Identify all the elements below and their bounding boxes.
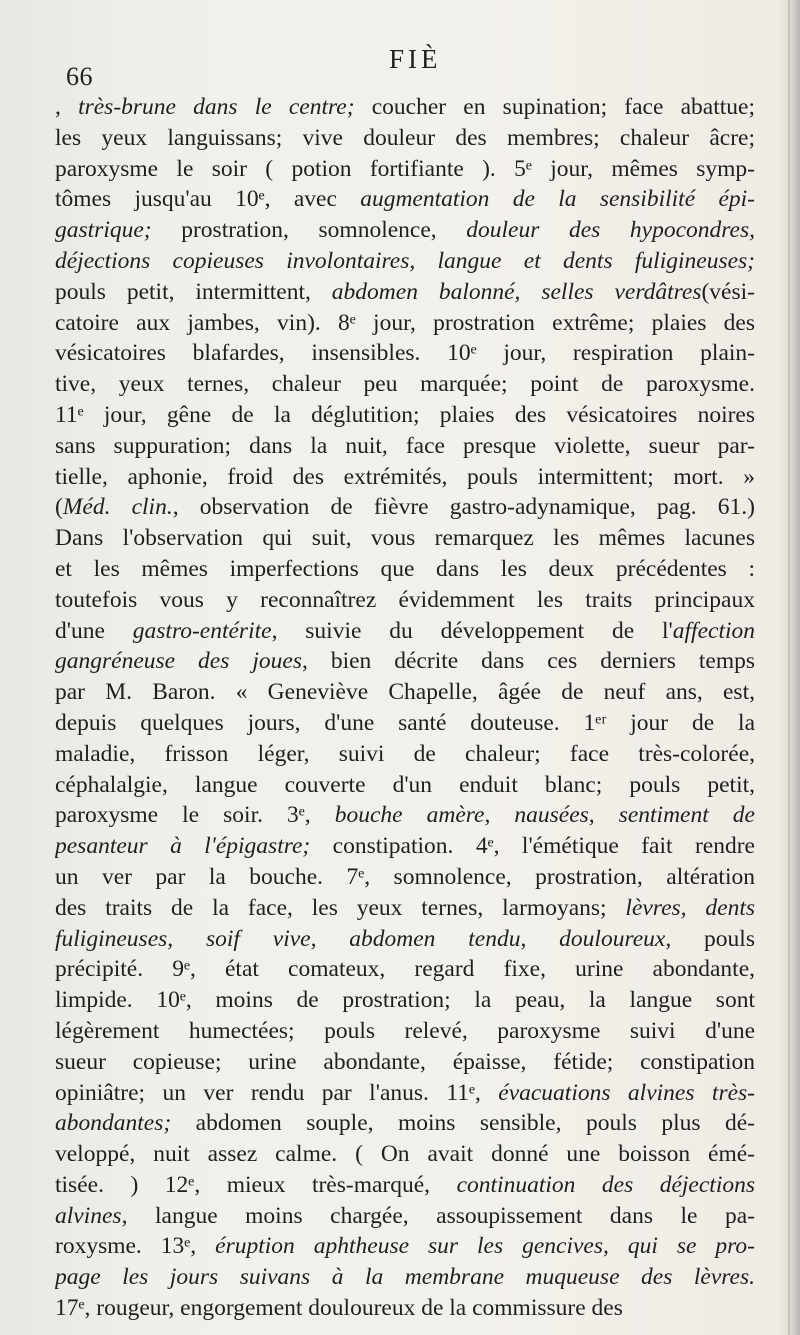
text-span: , observation de fièvre gastro-adynamique, pag. 61.) [172,494,755,521]
text-line [55,831,755,862]
text-span: par M. Baron. « Geneviève Chapelle, âgée de neuf ans, est, [55,679,755,706]
text-span: ( [55,494,63,521]
text-line [55,862,755,893]
text-span: pouls petit, intermittent, [55,278,332,305]
text-line [55,369,755,400]
text-span: constipation. 4ᵉ, l'émétique fait rendre [310,833,755,860]
text-line [55,431,755,462]
text-line [55,585,755,616]
text-line [55,92,755,123]
text-span: veloppé, nuit assez calme. ( On avait donné une boisson émé- [55,1141,755,1168]
text-line [55,1293,755,1324]
text-span: abdomen souple, moins sensible, pouls plus dé- [171,1110,755,1137]
text-span: paroxysme le soir. 3ᵉ, [55,802,335,829]
text-line [55,246,755,277]
text-line [55,1262,755,1293]
italic-text: lèvres, dents [625,894,755,921]
text-span: Dans l'observation qui suit, vous remarquez les mêmes lacunes [55,525,755,552]
text-span: précipité. 9ᵉ, état comateux, regard fixe, urine abondante, [55,956,755,983]
page-edge-line [788,0,790,1335]
text-span: tômes jusqu'au 10ᵉ, avec [55,186,361,213]
text-line [55,123,755,154]
text-span: opiniâtre; un ver rendu par l'anus. 11ᵉ, [55,1079,499,1106]
text-line [55,1016,755,1047]
italic-text: affection [672,617,755,644]
text-line [55,739,755,770]
text-span: sans suppuration; dans la nuit, face presque violette, sueur par- [55,432,755,459]
text-span: toutefois vous y reconnaîtrez évidemment les traits principaux [55,586,755,613]
text-line [55,985,755,1016]
italic-text: évacuations alvines très- [498,1079,755,1106]
italic-text: douleur des hypocondres, [466,217,755,244]
text-line [55,462,755,493]
text-line [55,308,755,339]
italic-text: abdomen balonné, selles verdâtres [331,278,702,305]
text-span: les yeux languissans; vive douleur des membres; chaleur âcre; [55,124,755,151]
text-span: tive, yeux ternes, chaleur peu marquée; point de paroxysme. [55,371,755,398]
italic-text: alvines [55,1202,122,1229]
text-line [55,1108,755,1139]
text-span: catoire aux jambes, vin). 8ᵉ jour, prostration extrême; plaies des [55,309,755,336]
italic-text: gangréneuse des joues [55,648,302,675]
text-line [55,954,755,985]
italic-text: continuation des déjections [456,1171,755,1198]
text-span: roxysme. 13ᵉ, [55,1233,216,1260]
text-span: , [55,94,79,120]
text-line [55,215,755,246]
text-line [55,677,755,708]
text-span: pouls [671,925,755,952]
text-span: des traits de la face, les yeux ternes, larmoyans; [55,894,626,921]
text-line [55,708,755,739]
text-span: maladie, frisson léger, suivi de chaleur; face très-colorée, [55,740,755,767]
text-line [55,554,755,585]
italic-text: abondantes; [55,1110,172,1137]
italic-text: bouche amère, nausées, sentiment de [334,802,755,829]
italic-text: fuligineuses, soif vive, abdomen tendu, douloureux, [55,925,672,952]
text-line [55,338,755,369]
text-line [55,924,755,955]
text-span: limpide. 10ᵉ, moins de prostration; la peau, la langue sont [55,987,755,1014]
text-span: d'une [55,617,133,644]
text-span: 17ᵉ, rougeur, engorgement douloureux de la commissure des [55,1295,623,1322]
page-number: 66 [66,62,93,91]
italic-text: pesanteur à l'épigastre; [55,833,311,860]
italic-text: déjections copieuses involontaires, langue et dents fuligineuses; [55,247,755,274]
text-line [55,800,755,831]
text-line [55,1139,755,1170]
text-line [55,893,755,924]
text-line [55,1078,755,1109]
italic-text: éruption aphtheuse sur les gencives, qui se pro- [215,1233,755,1260]
text-line [55,770,755,801]
text-line [55,184,755,215]
text-span: et les mêmes imperfections que dans les deux précédentes : [55,555,755,582]
text-span: tisée. ) 12ᵉ, mieux très-marqué, [55,1171,457,1198]
body-text [55,92,755,1324]
text-span: depuis quelques jours, d'une santé douteuse. 1ᵉʳ jour de la [55,709,755,736]
text-span: (vési- [701,278,755,305]
text-span: , bien décrite dans ces derniers temps [301,648,755,675]
text-span: tielle, aphonie, froid des extrémités, pouls intermittent; mort. » [55,463,755,490]
text-span: légèrement humectées; pouls relevé, paroxysme suivi d'une [55,1017,755,1044]
text-line [55,646,755,677]
text-line [55,400,755,431]
text-span: , langue moins chargée, assoupissement dans le pa- [121,1202,755,1229]
italic-text: augmentation de la sensibilité épi- [360,186,755,213]
text-line [55,492,755,523]
text-span: vésicatoires blafardes, insensibles. 10ᵉ jour, respiration plain- [55,340,755,367]
text-line [55,1047,755,1078]
italic-text: gastrique; [55,217,152,244]
text-span: céphalalgie, langue couverte d'un enduit blanc; pouls petit, [55,771,755,798]
text-line [55,1170,755,1201]
italic-text: Méd. clin. [62,494,173,521]
text-span: 11ᵉ jour, gêne de la déglutition; plaies des vésicatoires noires [55,401,755,428]
italic-text: très-brune dans le centre; [78,94,355,120]
text-span: coucher en supination; face abattue; [354,94,755,120]
text-line [55,523,755,554]
text-line [55,1201,755,1232]
text-span: , suivie du développement de l' [271,617,673,644]
italic-text: gastro-entérite [132,617,272,644]
text-span: prostration, somnolence, [151,217,467,244]
text-span: un ver par la bouche. 7ᵉ, somnolence, prostration, altération [55,863,755,890]
text-line [55,277,755,308]
text-line [55,1231,755,1262]
text-line [55,616,755,647]
text-span: paroxysme le soir ( potion fortifiante ). 5ᵉ jour, mêmes symp- [55,155,755,182]
running-head: FIÈ [389,44,442,74]
text-span: sueur copieuse; urine abondante, épaisse, fétide; constipation [55,1048,755,1075]
italic-text: page les jours suivans à la membrane muqueuse des lèvres. [55,1264,755,1291]
text-line [55,154,755,185]
